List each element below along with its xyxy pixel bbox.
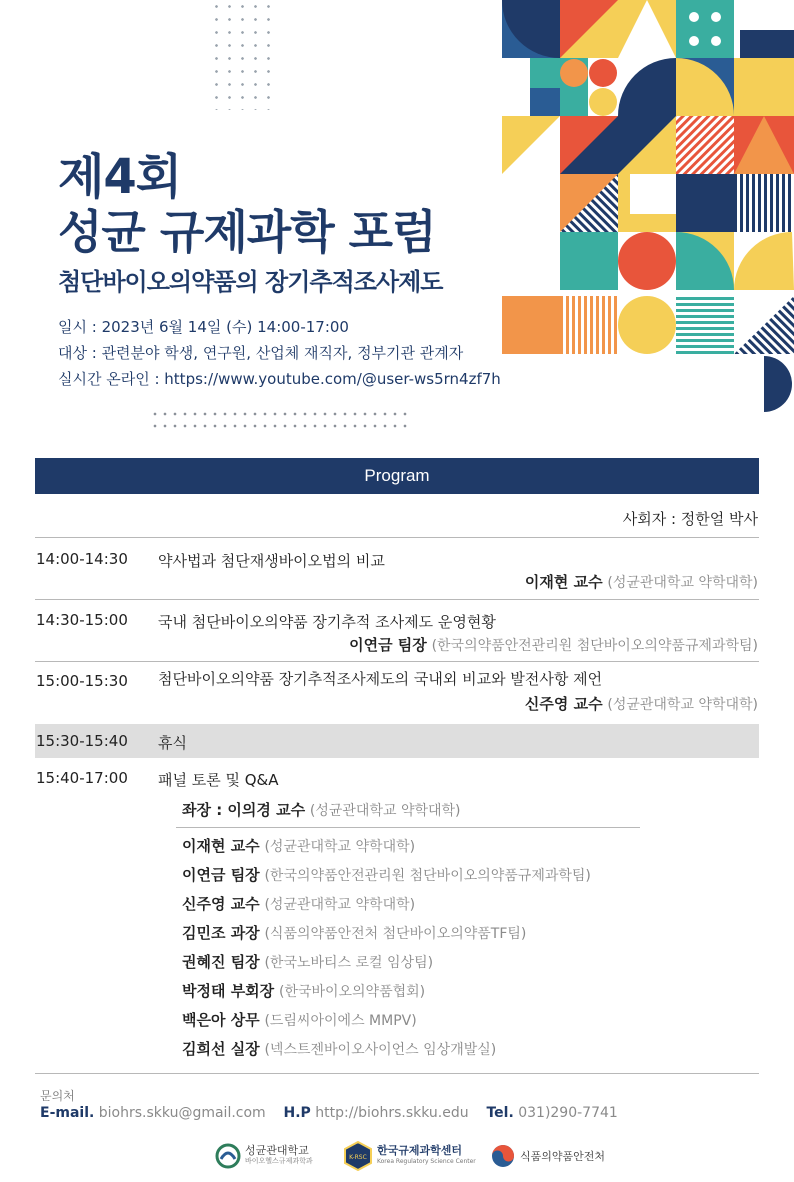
- session-time: 14:00-14:30: [36, 550, 128, 568]
- session-topic: 첨단바이오의약품 장기추적조사제도의 국내외 비교와 발전사항 제언: [158, 670, 603, 688]
- dot-row-decoration: [150, 408, 410, 432]
- krsc-logo: [343, 1138, 476, 1174]
- panel-chair: [182, 799, 461, 820]
- panelist-affiliation: (식품의약품안전처 첨단바이오의약품TF팀): [264, 926, 527, 942]
- panelist: [182, 893, 415, 914]
- panelist-name: 신주영 교수: [182, 895, 260, 913]
- panelist-name: 김희선 실장: [182, 1040, 260, 1058]
- session-time: 15:00-15:30: [36, 672, 128, 690]
- session-speaker: [525, 571, 758, 592]
- event-date: 일시 : 2023년 6월 14일 (수) 14:00-17:00: [58, 318, 349, 336]
- forum-subtitle: 첨단바이오의약품의 장기추적조사제도: [58, 268, 443, 296]
- moderator: 사회자 : 정한얼 박사: [622, 510, 758, 528]
- panelist-affiliation: (한국바이오의약품협회): [278, 984, 426, 1000]
- event-audience: 대상 : 관련분야 학생, 연구원, 산업체 재직자, 정부기관 관계자: [58, 344, 464, 362]
- divider: [35, 1073, 759, 1074]
- speaker-affiliation: (성균관대학교 약학대학): [607, 575, 758, 591]
- panelist-affiliation: (한국의약품안전관리원 첨단바이오의약품규제과학팀): [264, 868, 591, 884]
- panelist: [182, 864, 591, 885]
- session-speaker: [349, 634, 758, 655]
- panelist: [182, 951, 433, 972]
- krsc-name: 한국규제과학센터: [377, 1144, 463, 1157]
- panelist-name: 이연금 팀장: [182, 866, 260, 884]
- panelist: [182, 1038, 496, 1059]
- panelist: [182, 922, 526, 943]
- panelist-name: 김민조 과장: [182, 924, 260, 942]
- panelist-affiliation: (성균관대학교 약학대학): [264, 839, 416, 855]
- skku-name: 성균관대학교: [245, 1144, 309, 1157]
- dot-grid-decoration: [210, 0, 280, 110]
- tel-label: Tel.: [486, 1105, 514, 1121]
- homepage-label: H.P: [283, 1105, 311, 1121]
- panelist: [182, 1009, 417, 1030]
- break-row: [35, 724, 759, 758]
- mfds-logo: [490, 1138, 605, 1174]
- divider: [35, 537, 759, 538]
- geometric-pattern-art: [500, 0, 794, 420]
- speaker-name: 신주영 교수: [524, 695, 603, 713]
- forum-title: 성균 규제과학 포럼: [58, 205, 436, 259]
- panelist-affiliation: (한국노바티스 로컬 임상팀): [264, 955, 434, 971]
- divider: [35, 599, 759, 600]
- mfds-name: 식품의약품안전처: [520, 1149, 606, 1163]
- divider: [35, 661, 759, 662]
- sponsor-logos: [0, 1138, 794, 1178]
- skku-logo: [215, 1138, 313, 1174]
- panelist-affiliation: (넥스트젠바이오사이언스 임상개발실): [264, 1042, 497, 1058]
- panelist: [182, 835, 415, 856]
- panelist-affiliation: (드림씨아이에스 MMPV): [264, 1013, 417, 1029]
- divider: [176, 827, 640, 828]
- speaker-name: 이연금 팀장: [349, 636, 427, 654]
- homepage-link[interactable]: http://biohrs.skku.edu: [315, 1105, 469, 1121]
- session-topic: 국내 첨단바이오의약품 장기추적 조사제도 운영현황: [158, 613, 496, 631]
- email-label: E-mail.: [40, 1105, 95, 1121]
- tel-number: 031)290-7741: [518, 1105, 618, 1121]
- krsc-emblem-icon: [343, 1141, 373, 1171]
- krsc-sub: Korea Regulatory Science Center: [377, 1158, 476, 1165]
- panelist-name: 박정태 부회장: [182, 982, 275, 1000]
- panelist: [182, 980, 425, 1001]
- panelist-name: 백은아 상무: [182, 1011, 260, 1029]
- panelist-name: 이재현 교수: [182, 837, 260, 855]
- krsc-badge: K-RSC: [349, 1154, 367, 1161]
- panelist-name: 권혜진 팀장: [182, 953, 260, 971]
- event-info: [58, 314, 501, 392]
- skku-sub: 바이오헬스규제과학과: [245, 1157, 313, 1165]
- program-header: Program: [35, 458, 759, 494]
- skku-emblem-icon: [215, 1143, 241, 1169]
- session-time: 14:30-15:00: [36, 611, 128, 629]
- speaker-affiliation: (성균관대학교 약학대학): [607, 697, 758, 713]
- event-online-link[interactable]: 실시간 온라인 : https://www.youtube.com/@user-ws5rn4zf7h: [58, 370, 501, 388]
- event-number-title: 제4회: [58, 149, 182, 205]
- panelist-affiliation: (성균관대학교 약학대학): [264, 897, 416, 913]
- taegeuk-icon: [490, 1143, 516, 1169]
- email-link[interactable]: biohrs.skku@gmail.com: [98, 1105, 266, 1121]
- contact-label: 문의처: [40, 1089, 75, 1103]
- speaker-name: 이재현 교수: [524, 573, 603, 591]
- break-time: 15:30-15:40: [36, 732, 128, 750]
- chair-name: 좌장 : 이의경 교수: [182, 801, 306, 819]
- session-speaker: [525, 693, 758, 714]
- chair-affiliation: (성균관대학교 약학대학): [309, 803, 461, 819]
- session-topic: 약사법과 첨단재생바이오법의 비교: [158, 552, 385, 570]
- speaker-affiliation: (한국의약품안전관리원 첨단바이오의약품규제과학팀): [431, 638, 758, 654]
- panel-title: 패널 토론 및 Q&A: [158, 771, 279, 789]
- panel-time: 15:40-17:00: [36, 769, 128, 787]
- break-label: 휴식: [158, 734, 187, 752]
- contact-info: [40, 1105, 618, 1121]
